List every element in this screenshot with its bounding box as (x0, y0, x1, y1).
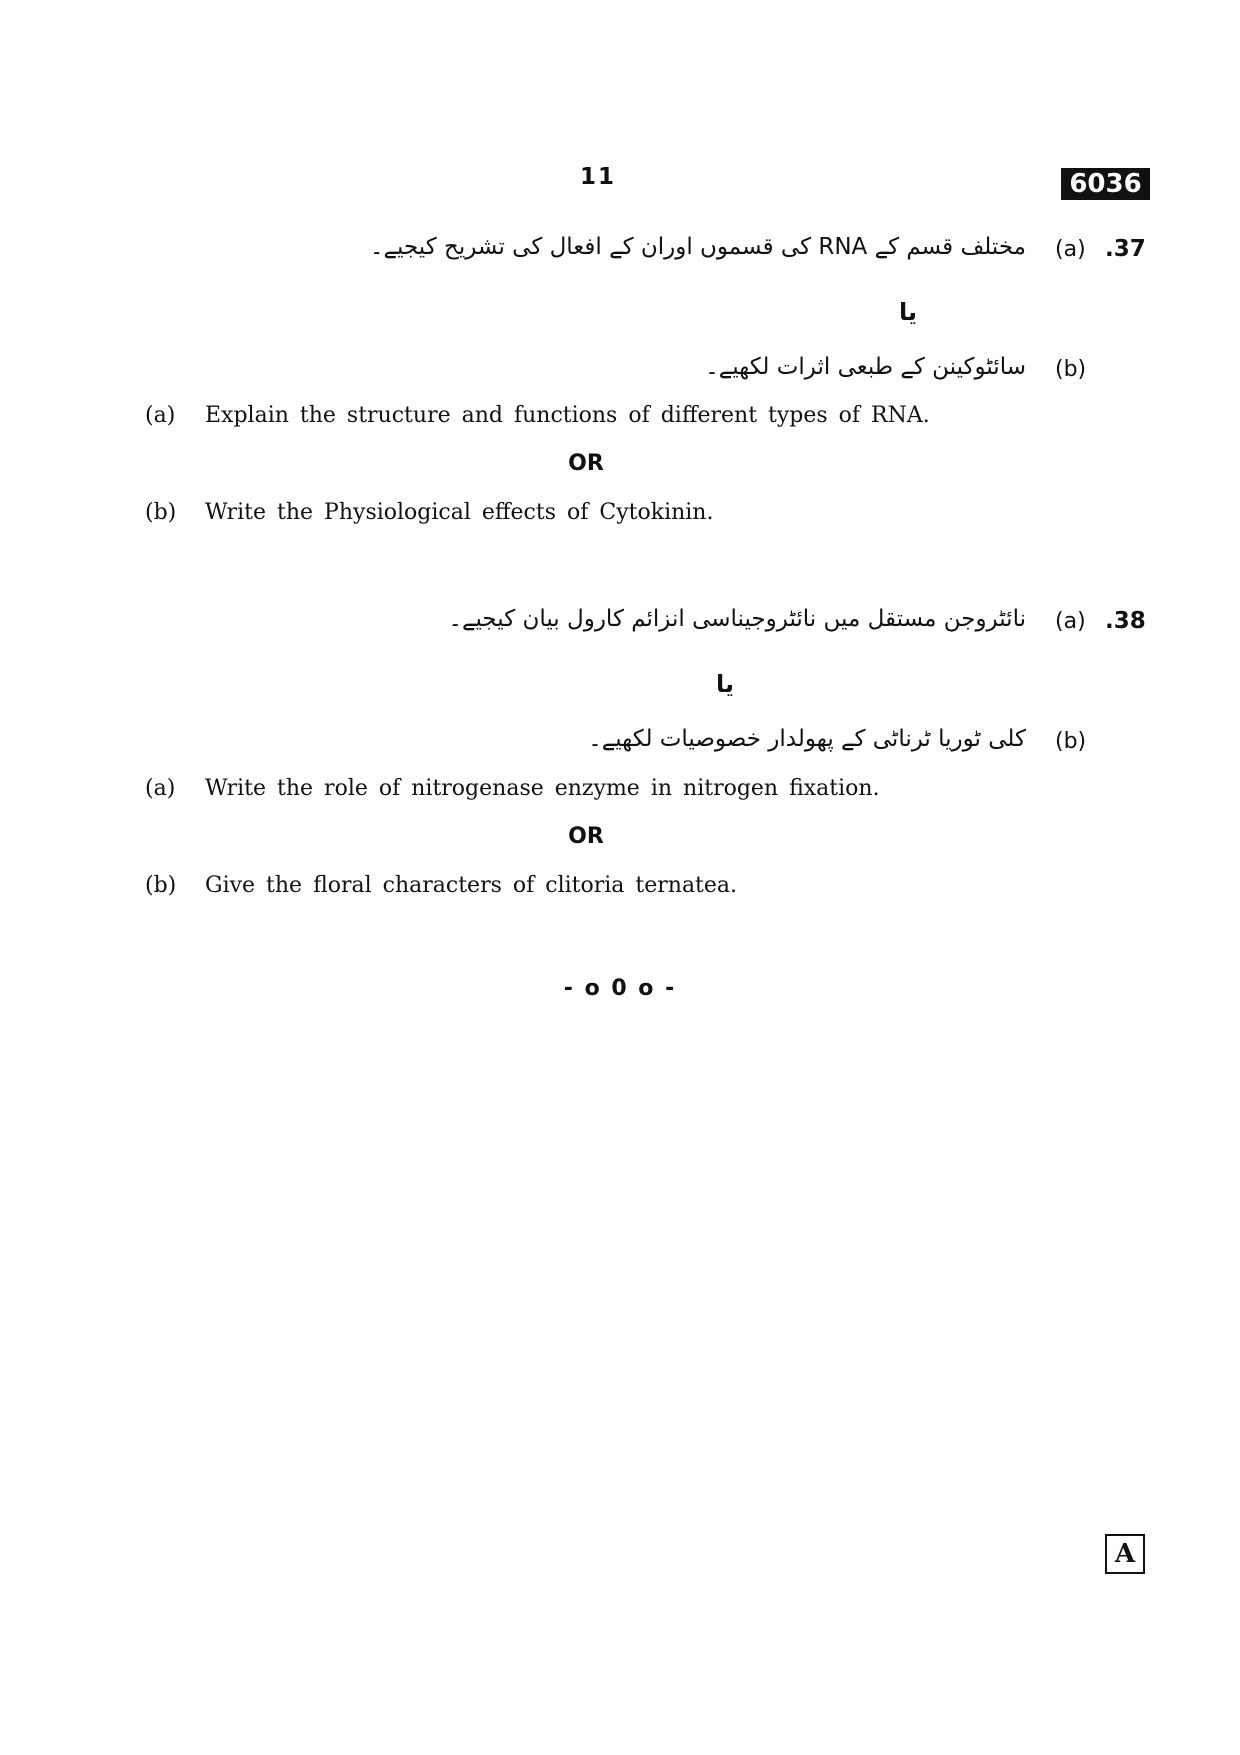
q38-urdu-or: یا (715, 670, 735, 698)
q37-urdu-or: یا (898, 298, 918, 326)
q37-english-option-a-text: Explain the structure and functions of different types of RNA. (205, 403, 930, 428)
q37-urdu-option-b-text: سائٹوکینن کے طبعی اثرات لکھیے۔ (705, 354, 1026, 380)
q37-urdu-option-a-label: (a) (1055, 237, 1086, 262)
q38-urdu-option-b-label: (b) (1055, 729, 1087, 754)
paper-code-badge: 6036 (1061, 168, 1150, 200)
page-number: 11 (580, 164, 617, 190)
question-number-38: .38 (1105, 608, 1146, 634)
q38-urdu-option-a-text: نائٹروجن مستقل میں نائٹروجیناسی انزائم کارول بیان کیجیے۔ (448, 606, 1026, 632)
q38-english-option-b-label: (b) (145, 873, 177, 898)
question-set-label: A (1105, 1534, 1145, 1574)
q38-english-option-a-text: Write the role of nitrogenase enzyme in nitrogen fixation. (205, 776, 880, 801)
q38-english-option-a-label: (a) (145, 776, 176, 801)
q38-urdu-option-b-text: کلی ٹوریا ٹرناٹی کے پھولدار خصوصیات لکھیے۔ (588, 726, 1026, 752)
q37-english-option-b-label: (b) (145, 500, 177, 525)
q37-english-option-a-label: (a) (145, 403, 176, 428)
q37-urdu-option-a-text: مختلف قسم کے RNA کی قسموں اوران کے افعال کی تشریح کیجیے۔ (370, 234, 1026, 260)
q37-english-or: OR (568, 451, 604, 476)
q38-urdu-option-a-label: (a) (1055, 609, 1086, 634)
q37-urdu-option-b-label: (b) (1055, 357, 1087, 382)
q38-english-option-b-text: Give the floral characters of clitoria ternatea. (205, 873, 738, 898)
end-of-paper-mark: - o 0 o - (563, 976, 677, 1001)
q37-english-option-b-text: Write the Physiological effects of Cytokinin. (205, 500, 714, 525)
q38-english-or: OR (568, 824, 604, 849)
question-number-37: .37 (1105, 236, 1146, 262)
